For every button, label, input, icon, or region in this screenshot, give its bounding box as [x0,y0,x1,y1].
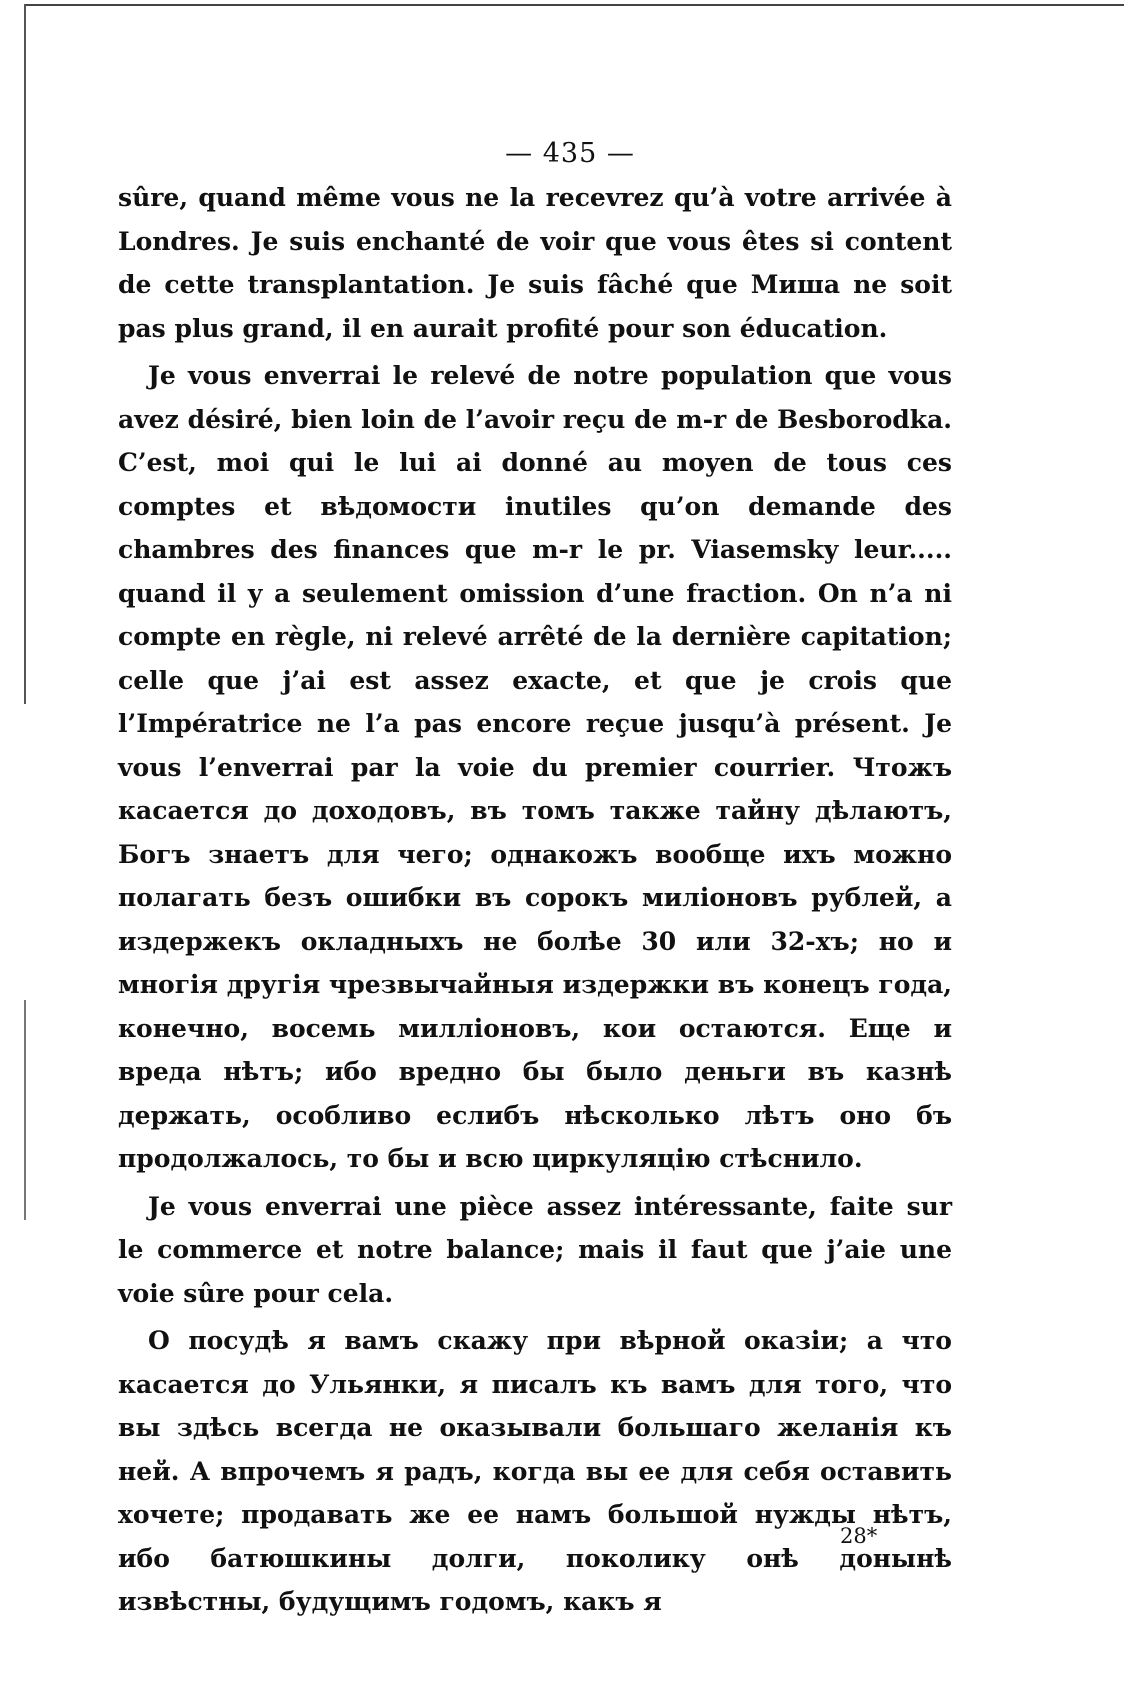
printer-signature-mark: 28* [840,1524,878,1548]
scan-border-top [24,4,1124,6]
scan-border-left-lower [24,1000,26,1220]
paragraph-1: sûre, quand même vous ne la recevrez qu’à votre arrivée à Londres. Je suis enchanté de voir que vous êtes si content de cette transplantation. Je suis fâché que Миша ne soit pas plus grand, il en aurait profité pour son éducation. [118,183,952,343]
paragraph-3: Je vous enverrai une pièce assez intéressante, faite sur le commerce et notre balance; mais il faut que j’aie une voie sûre pour cela. [118,1191,952,1308]
page-number: — 435 — [505,138,635,169]
body-text [118,176,952,1624]
scan-border-left [24,4,26,704]
paragraph-2: Je vous enverrai le relevé de notre population que vous avez désiré, bien loin de l’avoir reçu de m-r de Besborodka. C’est, moi qui le lui ai donné au moyen de tous ces comptes et вѣдомости inutiles qu’on demande des chambres des finances que m-r le pr. Viasemsky leur..... quand il y a seulement omission d’une fraction. On n’a ni compte en règle, ni relevé arrêté de la dernière capitation; celle que j’ai est assez exacte, et que je crois que l’Impératrice ne l’a pas encore reçue jusqu’à présent. Je vous l’enverrai par la voie du premier courrier. Чтожъ касается до доходовъ, въ томъ также тайну дѣлаютъ, Богъ знаетъ для чего; однакожъ вообще ихъ можно полагать безъ ошибки въ сорокъ миліоновъ рублей, а издержекъ окладныхъ не болѣе 30 или 32-хъ; но и многія другія чрезвычайныя издержки въ конецъ года, конечно, восемь милліоновъ, кои остаются. Еще и вреда нѣтъ; ибо вредно бы было деньги въ казнѣ держать, особливо еслибъ нѣсколько лѣтъ оно бъ продолжалось, то бы и всю циркуляцію стѣснило. [118,361,952,1173]
paragraph-4: О посудѣ я вамъ скажу при вѣрной оказіи; а что касается до Ульянки, я писалъ къ вамъ для того, что вы здѣсь всегда не оказывали большаго желанія къ ней. А впрочемъ я радъ, когда вы ее для себя оставить хочете; продавать же ее намъ большой нужды нѣтъ, ибо батюшкины долги, поколику онѣ донынѣ извѣстны, будущимъ годомъ, какъ я [118,1326,952,1616]
